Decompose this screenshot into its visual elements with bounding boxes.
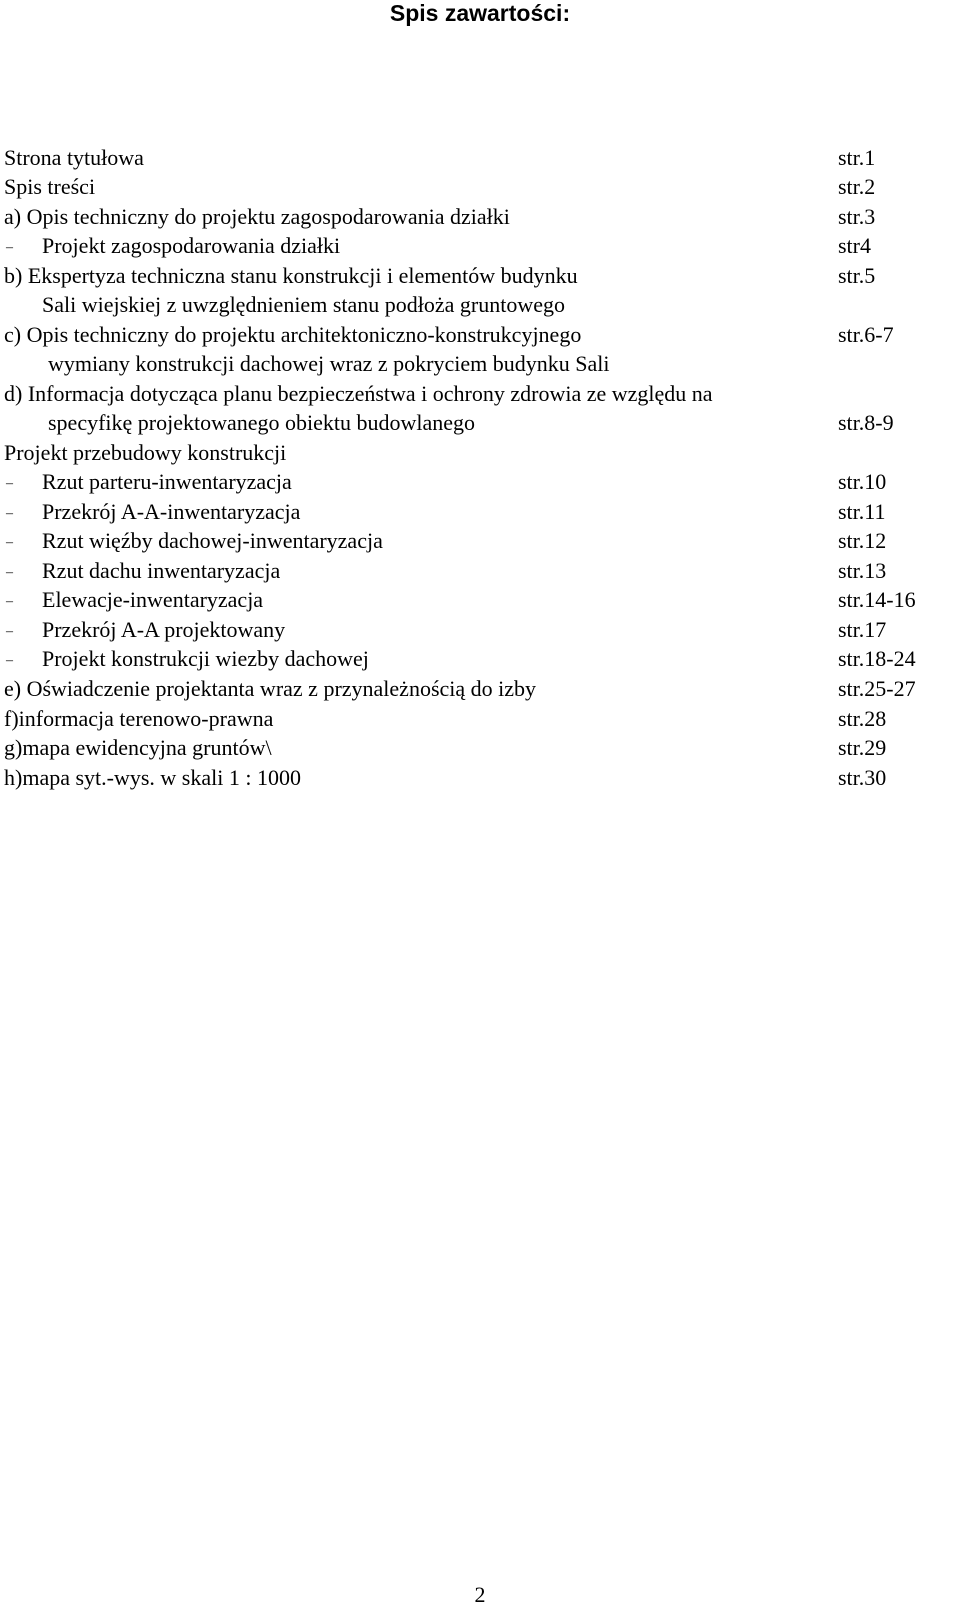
toc-entry-text: h)mapa syt.-wys. w skali 1 : 1000 bbox=[4, 765, 301, 790]
toc-entry-text: Elewacje-inwentaryzacja bbox=[42, 587, 264, 612]
toc-dash-marker: – bbox=[6, 653, 13, 668]
toc-dash-marker: – bbox=[6, 240, 13, 255]
toc-entry-page: str.13 bbox=[838, 558, 887, 583]
toc-entry-text: d) Informacja dotycząca planu bezpieczeństwa i ochrony zdrowia ze względu na bbox=[4, 381, 713, 406]
toc-entry-text: f)informacja terenowo-prawna bbox=[4, 706, 274, 731]
toc-entry-text: Przekrój A-A-inwentaryzacja bbox=[42, 499, 301, 524]
toc-entry-page: str.11 bbox=[838, 499, 886, 524]
toc-entry-text: g)mapa ewidencyjna gruntów\ bbox=[4, 735, 272, 760]
toc-entry-text: e) Oświadczenie projektanta wraz z przynależnością do izby bbox=[4, 676, 537, 701]
toc-section-heading: Projekt przebudowy konstrukcji bbox=[4, 440, 287, 465]
toc-entry-page: str4 bbox=[838, 233, 871, 258]
toc-entry-page: str.10 bbox=[838, 469, 887, 494]
toc-dash-marker: – bbox=[6, 476, 13, 491]
toc-entry-page: str.12 bbox=[838, 528, 887, 553]
toc-entry-text: Rzut więźby dachowej-inwentaryzacja bbox=[42, 528, 383, 553]
toc-entry-page: str.25-27 bbox=[838, 676, 916, 701]
toc-entry-text: Strona tytułowa bbox=[4, 145, 144, 170]
toc-entry-text: Projekt konstrukcji wiezby dachowej bbox=[42, 646, 369, 671]
toc-entry-text: b) Ekspertyza techniczna stanu konstrukcji i elementów budynku bbox=[4, 263, 578, 288]
toc-entry-text: Sali wiejskiej z uwzględnieniem stanu podłoża gruntowego bbox=[42, 292, 565, 317]
toc-entry-text: specyfikę projektowanego obiektu budowlanego bbox=[48, 410, 476, 435]
toc-dash-marker: – bbox=[6, 624, 13, 639]
toc-entry-page: str.8-9 bbox=[838, 410, 894, 435]
toc-entry-text: wymiany konstrukcji dachowej wraz z pokryciem budynku Sali bbox=[48, 351, 610, 376]
toc-entry-text: Rzut parteru-inwentaryzacja bbox=[42, 469, 292, 494]
toc-dash-marker: – bbox=[6, 506, 13, 521]
toc-entry-text: Spis treści bbox=[4, 174, 96, 199]
toc-entry-page: str.17 bbox=[838, 617, 887, 642]
toc-entry-text: Rzut dachu inwentaryzacja bbox=[42, 558, 281, 583]
toc-entry-page: str.6-7 bbox=[838, 322, 894, 347]
toc-entry-page: str.28 bbox=[838, 706, 887, 731]
toc-entry-page: str.18-24 bbox=[838, 646, 916, 671]
toc-dash-marker: – bbox=[6, 594, 13, 609]
toc-entry-text: Przekrój A-A projektowany bbox=[42, 617, 286, 642]
toc-dash-marker: – bbox=[6, 565, 13, 580]
toc-entry-page: str.1 bbox=[838, 145, 876, 170]
page-title: Spis zawartości: bbox=[389, 0, 571, 26]
toc-entry-page: str.30 bbox=[838, 765, 887, 790]
toc-entry-page: str.14-16 bbox=[838, 587, 916, 612]
toc-dash-marker: – bbox=[6, 535, 13, 550]
toc-entry-page: str.29 bbox=[838, 735, 887, 760]
toc-entry-text: c) Opis techniczny do projektu architektoniczno-konstrukcyjnego bbox=[4, 322, 582, 347]
toc-entry-page: str.3 bbox=[838, 204, 876, 229]
toc-entry-text: a) Opis techniczny do projektu zagospodarowania działki bbox=[4, 204, 510, 229]
toc-entry-page: str.5 bbox=[838, 263, 876, 288]
toc-entry-text: Projekt zagospodarowania działki bbox=[42, 233, 341, 258]
page-number: 2 bbox=[474, 1582, 486, 1607]
toc-entry-page: str.2 bbox=[838, 174, 876, 199]
